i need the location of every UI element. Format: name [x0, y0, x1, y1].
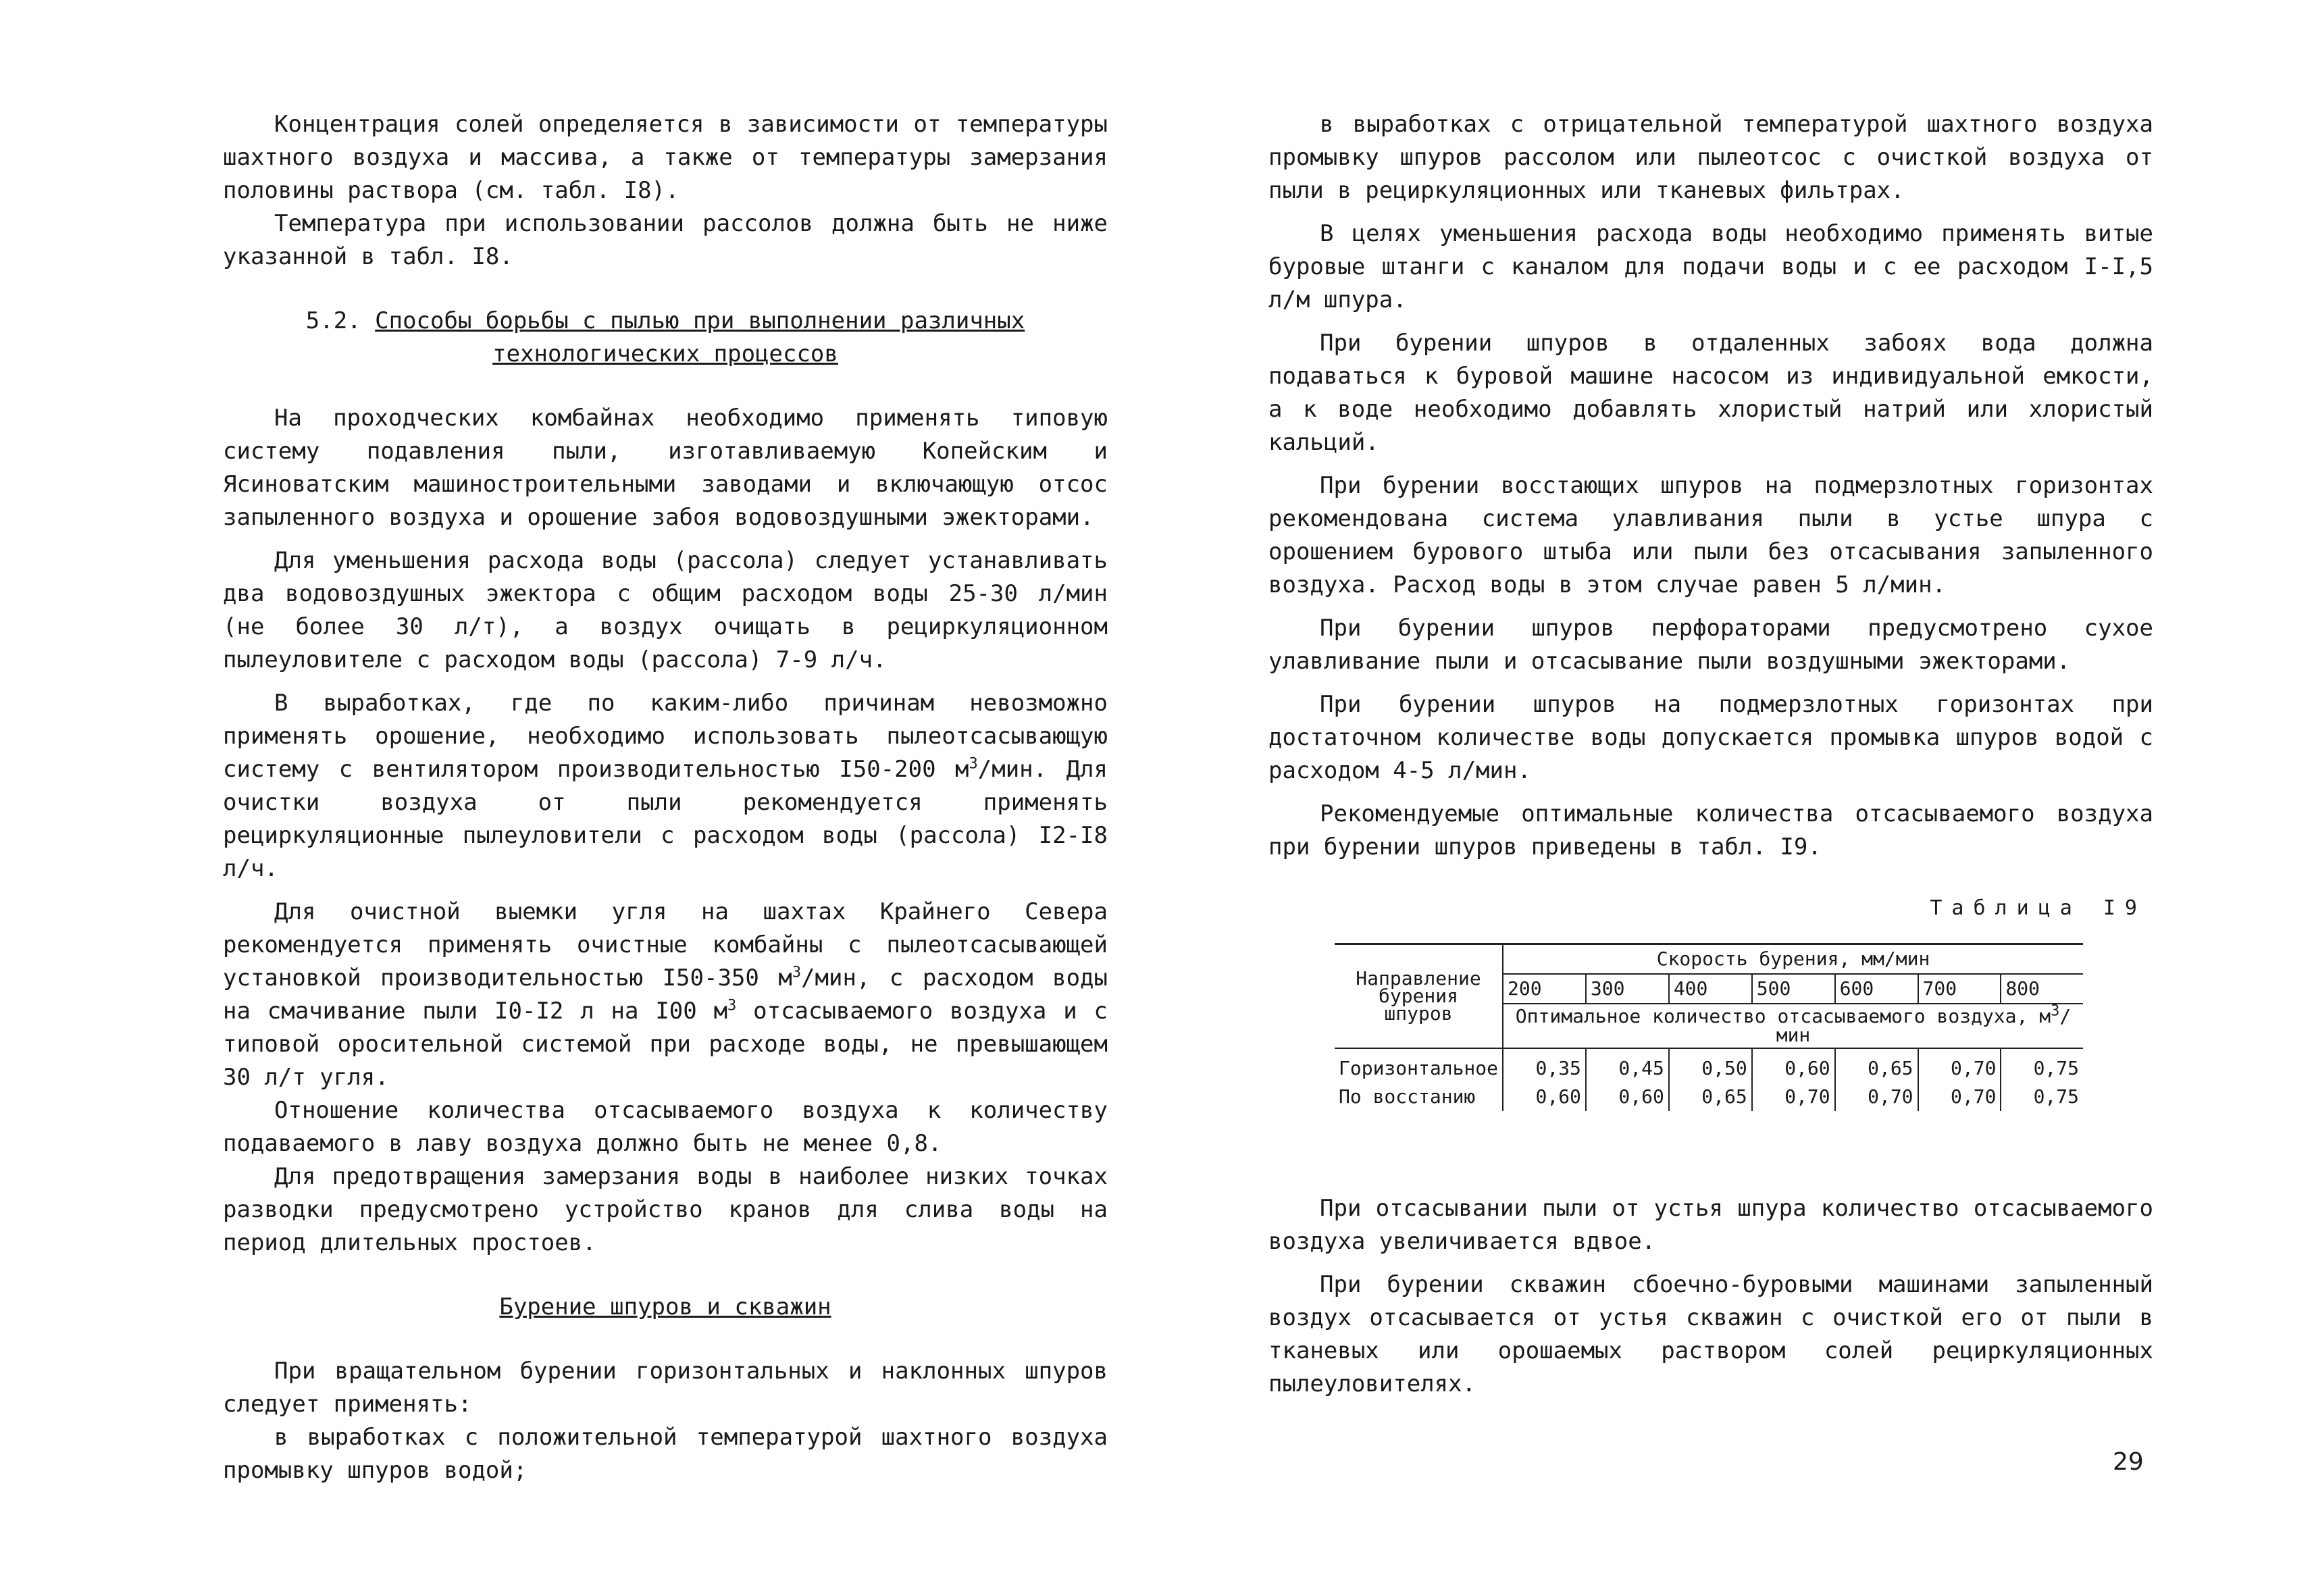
paragraph: При бурении шпуров перфораторами предусмотрено сухое улавливание пыли и отсасывание пыли воздушными эжекторами.: [1268, 615, 2153, 675]
speed-cell: 500: [1752, 974, 1835, 1004]
value-cell: 0,60: [1503, 1083, 1586, 1111]
speed-cell: 700: [1918, 974, 2001, 1004]
section-number: 5.2.: [305, 307, 361, 334]
paragraph: На проходческих комбайнах необходимо применять типовую систему подавления пыли, изготавливаемую Копейским и Ясиноватским машиностроительными заводами и включающую отсос запыленного воздуха и орошение забоя водовоздушными эжекторами.: [223, 405, 1108, 531]
value-cell: 0,50: [1669, 1048, 1752, 1083]
paragraph: При бурении шпуров в отдаленных забоях вода должна подаваться к буровой машине насосом из индивидуальной емкости, а к воде необходимо добавлять хлористый натрий или хлористый кальций.: [1268, 330, 2153, 456]
value-cell: 0,65: [1669, 1083, 1752, 1111]
optimal-header-text: /мин: [1776, 1005, 2072, 1046]
superscript: 3: [969, 755, 978, 773]
table-19: [1335, 943, 2083, 1111]
paragraph: При бурении шпуров на подмерзлотных горизонтах при достаточном количестве воды допускается промывка шпуров водой с расходом 4-5 л/мин.: [1268, 691, 2153, 784]
speed-cell: 400: [1669, 974, 1752, 1004]
paragraph: При отсасывании пыли от устья шпура количество отсасываемого воздуха увеличивается вдвое.: [1268, 1195, 2153, 1255]
table-title: Таблица I9: [1930, 896, 2146, 920]
value-cell: 0,70: [1918, 1048, 2001, 1083]
subheading: [223, 1291, 1108, 1324]
paragraph: При бурении скважин сбоечно-буровыми машинами запыленный воздух отсасывается от устья скважин с очисткой его от пыли в тканевых или орошаемых раствором солей рециркуляционных пылеуловителях.: [1268, 1271, 2153, 1397]
paragraph: Для предотвращения замерзания воды в наиболее низких точках разводки предусмотрено устройство кранов для слива воды на период длительных простоев.: [223, 1163, 1108, 1256]
paragraph: При бурении восстающих шпуров на подмерзлотных горизонтах рекомендована система улавливания пыли в устье шпура с орошением бурового штыба или пыли без отсасывания запыленного воздуха. Расход воды в этом случае равен 5 л/мин.: [1268, 472, 2153, 598]
direction-header-line: шпуров: [1384, 1002, 1453, 1025]
paragraph: Концентрация солей определяется в зависимости от температуры шахтного воздуха и массива, а также от температуры замерзания половины раствора (см. табл. I8).: [223, 111, 1108, 204]
page-number: 29: [2113, 1448, 2144, 1476]
right-column: [1268, 108, 2153, 1401]
section-title-line-1: Способы борьбы с пылью при выполнении различных: [375, 307, 1025, 334]
direction-header-cell: [1335, 944, 1503, 1049]
paragraph: [223, 687, 1108, 885]
row-label: По восстанию: [1339, 1085, 1476, 1108]
table-row: [1335, 1048, 2083, 1083]
value-cell: 0,70: [1835, 1083, 1918, 1111]
paragraph-text: /мин, с расходом воды на смачивание пыли I0-I2 л на I00 м: [223, 964, 1108, 1025]
value-cell: 0,45: [1586, 1048, 1669, 1083]
value-cell: 0,75: [2001, 1083, 2083, 1111]
table-row: [1335, 1083, 2083, 1111]
paragraph-text: отсасываемого воздуха и с типовой оросительной системой при расходе воды, не превышающем 30 л/т угля.: [223, 998, 1108, 1091]
paragraph-text: /мин. Для очистки воздуха от пыли рекомендуется применять рециркуляционные пылеуловители с расходом воды (рассола) I2-I8 л/ч.: [223, 756, 1108, 882]
paragraph: в выработках с положительной температурой шахтного воздуха промывку шпуров водой;: [223, 1424, 1108, 1484]
superscript: 3: [2051, 1002, 2060, 1020]
paragraph: Рекомендуемые оптимальные количества отсасываемого воздуха при бурении шпуров приведены в табл. I9.: [1268, 800, 2153, 860]
superscript: 3: [792, 964, 802, 981]
paragraph: Для уменьшения расхода воды (рассола) следует устанавливать два водовоздушных эжектора с общим расходом воды 25-30 л/мин (не более 30 л/т), а воздух очищать в рециркуляционном пылеуловителе с расходом воды (рассола) 7-9 л/ч.: [223, 547, 1108, 673]
value-cell: 0,75: [2001, 1048, 2083, 1083]
paragraph-text: В выработках, где по каким-либо причинам невозможно применять орошение, необходимо использовать пылеотсасывающую систему с вентилятором производительностью I50-200 м: [223, 690, 1108, 783]
paragraph: в выработках с отрицательной температурой шахтного воздуха промывку шпуров рассолом или пылеотсос с очисткой воздуха от пыли в рециркуляционных или тканевых фильтрах.: [1268, 111, 2153, 204]
row-label: Горизонтальное: [1335, 1048, 1503, 1083]
value-cell: 0,35: [1503, 1048, 1586, 1083]
speed-cell: 200: [1503, 974, 1586, 1004]
section-heading: [223, 305, 1108, 371]
speed-cell: 800: [2001, 974, 2083, 1004]
paragraph-text: Для очистной выемки угля на шахтах Крайнего Севера рекомендуется применять очистные комбайны с пылеотсасывающей установкой производительностью I50-350 м: [223, 898, 1108, 992]
direction-header-line: бурения: [1379, 985, 1459, 1007]
left-column: [223, 108, 1108, 1487]
optimal-header: [1503, 1004, 2083, 1048]
speed-cell: 600: [1835, 974, 1918, 1004]
paragraph: Температура при использовании рассолов должна быть не ниже указанной в табл. I8.: [223, 210, 1108, 270]
direction-header-line: Направление: [1356, 967, 1481, 989]
paragraph: Отношение количества отсасываемого воздуха к количеству подаваемого в лаву воздуха должно быть не менее 0,8.: [223, 1097, 1108, 1157]
value-cell: 0,60: [1586, 1083, 1669, 1111]
superscript: 3: [727, 997, 737, 1014]
paragraph: [223, 896, 1108, 1094]
section-title-line-2: технологических процессов: [492, 340, 838, 367]
speed-cell: 300: [1586, 974, 1669, 1004]
value-cell: 0,70: [1918, 1083, 2001, 1111]
value-cell: 0,70: [1752, 1083, 1835, 1111]
optimal-header-text: Оптимальное количество отсасываемого воздуха, м: [1515, 1005, 2051, 1027]
value-cell: 0,60: [1752, 1048, 1835, 1083]
subheading-text: Бурение шпуров и скважин: [499, 1293, 831, 1320]
paragraph: В целях уменьшения расхода воды необходимо применять витые буровые штанги с каналом для подачи воды и с ее расходом I-I,5 л/м шпура.: [1268, 220, 2153, 313]
paragraph: При вращательном бурении горизонтальных и наклонных шпуров следует применять:: [223, 1358, 1108, 1418]
speed-header: Скорость бурения, мм/мин: [1503, 944, 2083, 975]
value-cell: 0,65: [1835, 1048, 1918, 1083]
